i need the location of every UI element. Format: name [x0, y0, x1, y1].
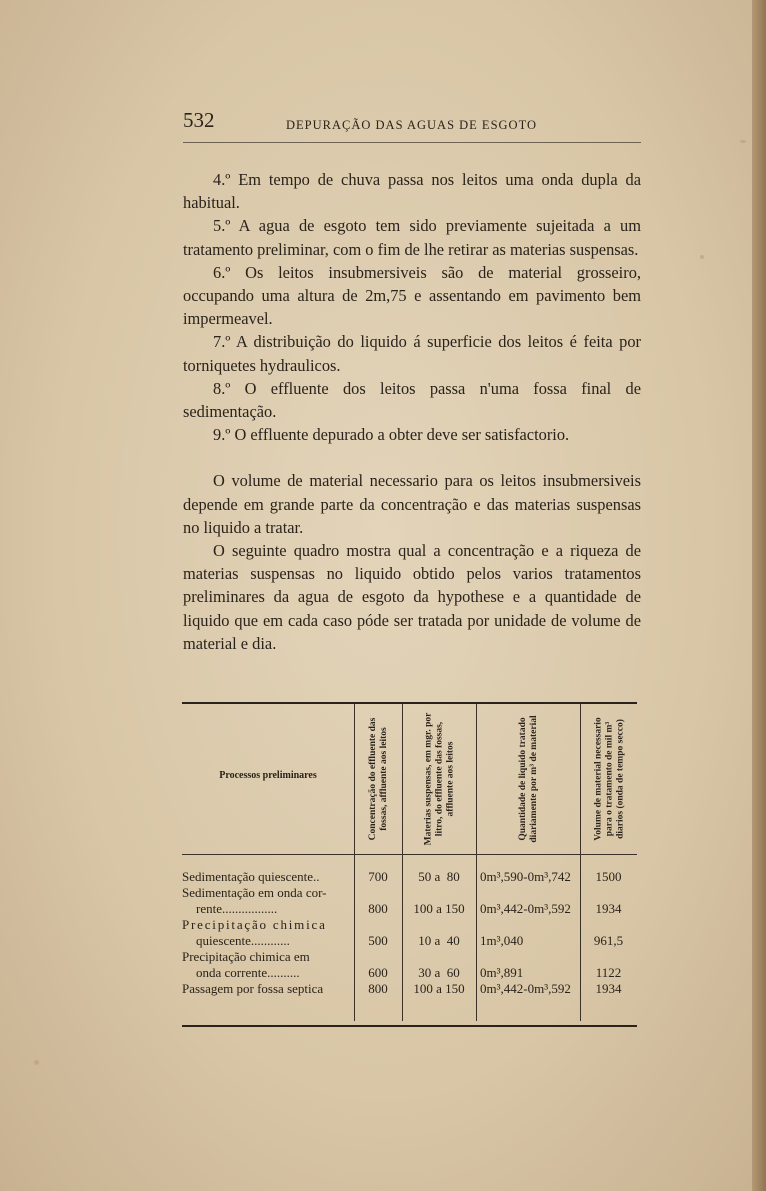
header-concentration: Concentração do effluente das fossas, affluente aos leitos: [368, 717, 389, 841]
table-cell-volume: 1500: [595, 869, 622, 884]
table-cell-process: rente.................: [196, 901, 278, 916]
table-cell-quantity: 1m³,040: [480, 933, 524, 948]
table-bottom-rule: [182, 1025, 637, 1027]
table-cell-quantity: 0m³,590-0m³,742: [480, 869, 571, 884]
paragraph: 7.º A distribuição do liquido á superficie dos leitos é feita por torniquetes hydraulicos.: [183, 332, 641, 375]
table-cell-volume: 1934: [595, 901, 622, 916]
header-process: Processos preliminares: [219, 770, 317, 781]
table-cell-concentration: 800: [368, 901, 388, 916]
table-cell-concentration: 700: [368, 869, 388, 884]
table-cell-suspended: 50 a 80: [418, 869, 460, 884]
page-edge: [752, 0, 766, 1191]
page-header: [183, 108, 641, 143]
data-table: [182, 702, 637, 1027]
table-cell-concentration: 600: [368, 965, 388, 980]
table-cell-concentration: 800: [368, 981, 388, 996]
table-cell-process: quiescente............: [196, 933, 290, 948]
header-col-concentration: [354, 704, 403, 854]
header-col-volume: [580, 704, 638, 854]
table-cell-process: Precipitação chimica: [182, 917, 327, 932]
table-cell-process: Sedimentação em onda cor-: [182, 885, 327, 900]
table-cell-suspended: 100 a 150: [413, 981, 465, 996]
paper-stain: [700, 255, 704, 259]
table-cell-volume: 961,5: [593, 933, 624, 948]
table-cell-suspended: 10 a 40: [418, 933, 460, 948]
table-cell-volume: 1934: [595, 981, 622, 996]
page-number: 532: [183, 108, 215, 132]
running-title: DEPURAÇÃO DAS AGUAS DE ESGOTO: [286, 118, 538, 132]
table-body: [182, 855, 637, 1025]
table-cell-concentration: 500: [368, 933, 388, 948]
header-col-suspended: [402, 704, 477, 854]
table-cell-process: Precipitação chimica em: [182, 949, 310, 964]
paper-stain: [740, 140, 746, 143]
paragraph: O volume de material necessario para os leitos insubmersiveis depende em grande parte da concentração e das materias suspensas no liquido a tratar.: [183, 471, 641, 537]
header-suspended: Materias suspensas, em mgr. por litro, do effluente das fossas, affluente aos leitos: [423, 712, 456, 846]
paragraph: 6.º Os leitos insubmersiveis são de material grosseiro, occupando uma altura de 2m,75 e assentando em pavimento bem impermeavel.: [183, 262, 641, 329]
table-cell-process: onda corrente..........: [196, 965, 300, 980]
table-cell-quantity: 0m³,891: [480, 965, 524, 980]
paper-stain: [34, 1060, 39, 1065]
table-header: [182, 704, 637, 854]
table-cell-quantity: 0m³,442-0m³,592: [480, 901, 571, 916]
table-cell-process: Passagem por fossa septica: [182, 981, 324, 996]
table-cell-volume: 1122: [595, 965, 622, 980]
table-cell-suspended: 100 a 150: [413, 901, 465, 916]
paragraph: 5.º A agua de esgoto tem sido previamente sujeitada a um tratamento preliminar, com o fim de lhe retirar as materias suspensas.: [183, 216, 641, 259]
body-text: [183, 168, 641, 655]
paragraph: O seguinte quadro mostra qual a concentração e a riqueza de materias suspensas no liquido obtido pelos varios tratamentos preliminares da agua de esgoto da hypothese e a quantidade de liquido que em cada caso póde ser tratada por unidade de volume de material e dia.: [183, 541, 641, 653]
table-cell-process: Sedimentação quiescente..: [182, 869, 320, 884]
table-cell-quantity: 0m³,442-0m³,592: [480, 981, 571, 996]
column-divider: [476, 855, 477, 1021]
header-col-quantity: [476, 704, 581, 854]
header-quantity: Quantidade de liquido tratado diariamente por m³ de material: [518, 715, 539, 843]
table-cell-suspended: 30 a 60: [418, 965, 460, 980]
paragraph: 4.º Em tempo de chuva passa nos leitos uma onda dupla da habitual.: [183, 170, 641, 213]
paragraph: 8.º O effluente dos leitos passa n'uma fossa final de sedimentação.: [183, 378, 641, 422]
header-volume: Volume de material necessario para o tratamento de mil m³ diarios (onda de tempo secco): [593, 717, 625, 841]
paragraph: 9.º O effluente depurado a obter deve ser satisfactorio.: [213, 425, 570, 445]
